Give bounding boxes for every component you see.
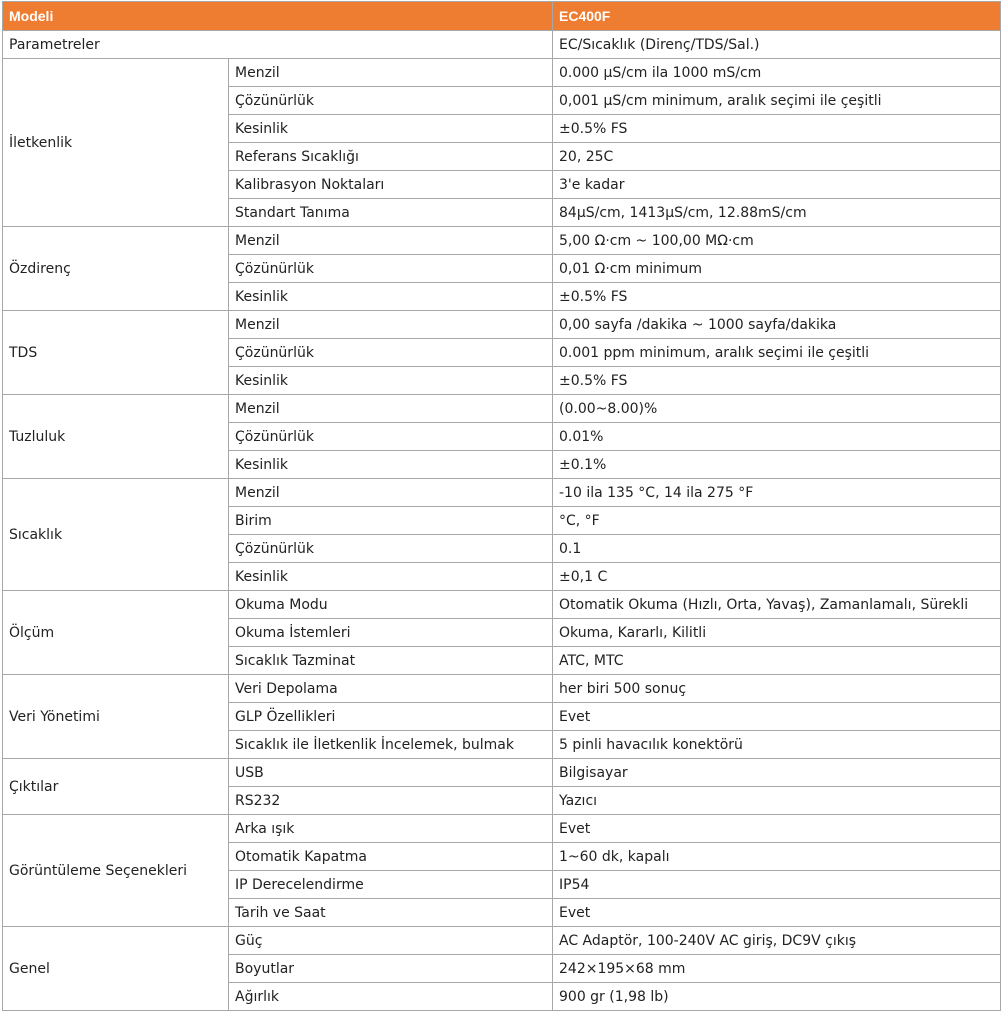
param-label: GLP Özellikleri: [229, 703, 553, 731]
param-label: Kesinlik: [229, 283, 553, 311]
param-label: Standart Tanıma: [229, 199, 553, 227]
param-value: Evet: [553, 899, 1001, 927]
param-label: Çözünürlük: [229, 535, 553, 563]
param-value: °C, °F: [553, 507, 1001, 535]
param-value: 0.1: [553, 535, 1001, 563]
param-label: Sıcaklık Tazminat: [229, 647, 553, 675]
param-value: Evet: [553, 815, 1001, 843]
table-row: [3, 479, 1001, 507]
param-value: 0,001 μS/cm minimum, aralık seçimi ile çeşitli: [553, 87, 1001, 115]
param-value: 0.000 μS/cm ila 1000 mS/cm: [553, 59, 1001, 87]
param-value: 0.01%: [553, 423, 1001, 451]
group-label: TDS: [3, 311, 229, 395]
group-label: İletkenlik: [3, 59, 229, 227]
param-value: -10 ila 135 °C, 14 ila 275 °F: [553, 479, 1001, 507]
param-label: Çözünürlük: [229, 423, 553, 451]
param-value: 900 gr (1,98 lb): [553, 983, 1001, 1011]
param-value: ±0.1%: [553, 451, 1001, 479]
header-row: [3, 2, 1001, 31]
param-value: 3'e kadar: [553, 171, 1001, 199]
group-label: Çıktılar: [3, 759, 229, 815]
param-value: ±0,1 C: [553, 563, 1001, 591]
param-label: Menzil: [229, 59, 553, 87]
param-label: Veri Depolama: [229, 675, 553, 703]
group-label: Ölçüm: [3, 591, 229, 675]
group-label: Genel: [3, 927, 229, 1011]
table-row: [3, 59, 1001, 87]
param-label: Birim: [229, 507, 553, 535]
param-value: ±0.5% FS: [553, 283, 1001, 311]
table-row: [3, 591, 1001, 619]
table-row: [3, 227, 1001, 255]
param-label: Kesinlik: [229, 563, 553, 591]
param-label: Çözünürlük: [229, 339, 553, 367]
spec-body: [3, 31, 1001, 1011]
spec-table: [2, 1, 1001, 1011]
table-row: [3, 675, 1001, 703]
param-value: 0,01 Ω·cm minimum: [553, 255, 1001, 283]
param-label: Ağırlık: [229, 983, 553, 1011]
param-label: Güç: [229, 927, 553, 955]
param-value: Okuma, Kararlı, Kilitli: [553, 619, 1001, 647]
param-value: (0.00~8.00)%: [553, 395, 1001, 423]
param-label: Boyutlar: [229, 955, 553, 983]
param-value: Otomatik Okuma (Hızlı, Orta, Yavaş), Zamanlamalı, Sürekli: [553, 591, 1001, 619]
param-value: 84μS/cm, 1413μS/cm, 12.88mS/cm: [553, 199, 1001, 227]
param-value: 5,00 Ω·cm ~ 100,00 MΩ·cm: [553, 227, 1001, 255]
param-value: Bilgisayar: [553, 759, 1001, 787]
parameters-label: Parametreler: [3, 31, 553, 59]
table-row: [3, 311, 1001, 339]
param-label: Otomatik Kapatma: [229, 843, 553, 871]
group-label: Tuzluluk: [3, 395, 229, 479]
param-value: ±0.5% FS: [553, 115, 1001, 143]
param-value: 20, 25C: [553, 143, 1001, 171]
table-row: [3, 815, 1001, 843]
param-value: ATC, MTC: [553, 647, 1001, 675]
param-label: Tarih ve Saat: [229, 899, 553, 927]
param-label: RS232: [229, 787, 553, 815]
header-model-label: Modeli: [3, 2, 553, 31]
param-value: Yazıcı: [553, 787, 1001, 815]
header-model-value: EC400F: [553, 2, 1001, 31]
group-label: Görüntüleme Seçenekleri: [3, 815, 229, 927]
param-label: Kalibrasyon Noktaları: [229, 171, 553, 199]
param-value: 1~60 dk, kapalı: [553, 843, 1001, 871]
param-label: Kesinlik: [229, 115, 553, 143]
table-row: [3, 927, 1001, 955]
param-label: Çözünürlük: [229, 87, 553, 115]
param-value: her biri 500 sonuç: [553, 675, 1001, 703]
param-value: Evet: [553, 703, 1001, 731]
group-label: Veri Yönetimi: [3, 675, 229, 759]
parameters-value: EC/Sıcaklık (Direnç/TDS/Sal.): [553, 31, 1001, 59]
param-value: 0,00 sayfa /dakika ~ 1000 sayfa/dakika: [553, 311, 1001, 339]
table-row: [3, 759, 1001, 787]
param-value: 0.001 ppm minimum, aralık seçimi ile çeşitli: [553, 339, 1001, 367]
param-label: Menzil: [229, 479, 553, 507]
param-label: Okuma İstemleri: [229, 619, 553, 647]
param-label: Arka ışık: [229, 815, 553, 843]
param-label: Okuma Modu: [229, 591, 553, 619]
param-label: Menzil: [229, 311, 553, 339]
group-label: Sıcaklık: [3, 479, 229, 591]
param-label: Referans Sıcaklığı: [229, 143, 553, 171]
param-label: IP Derecelendirme: [229, 871, 553, 899]
param-value: ±0.5% FS: [553, 367, 1001, 395]
param-label: Çözünürlük: [229, 255, 553, 283]
param-label: Kesinlik: [229, 451, 553, 479]
param-value: AC Adaptör, 100-240V AC giriş, DC9V çıkış: [553, 927, 1001, 955]
group-label: Özdirenç: [3, 227, 229, 311]
param-label: Menzil: [229, 227, 553, 255]
param-value: 242×195×68 mm: [553, 955, 1001, 983]
parameters-row: [3, 31, 1001, 59]
param-value: IP54: [553, 871, 1001, 899]
param-label: Menzil: [229, 395, 553, 423]
param-label: Sıcaklık ile İletkenlik İncelemek, bulmak: [229, 731, 553, 759]
param-label: USB: [229, 759, 553, 787]
param-label: Kesinlik: [229, 367, 553, 395]
param-value: 5 pinli havacılık konektörü: [553, 731, 1001, 759]
table-row: [3, 395, 1001, 423]
